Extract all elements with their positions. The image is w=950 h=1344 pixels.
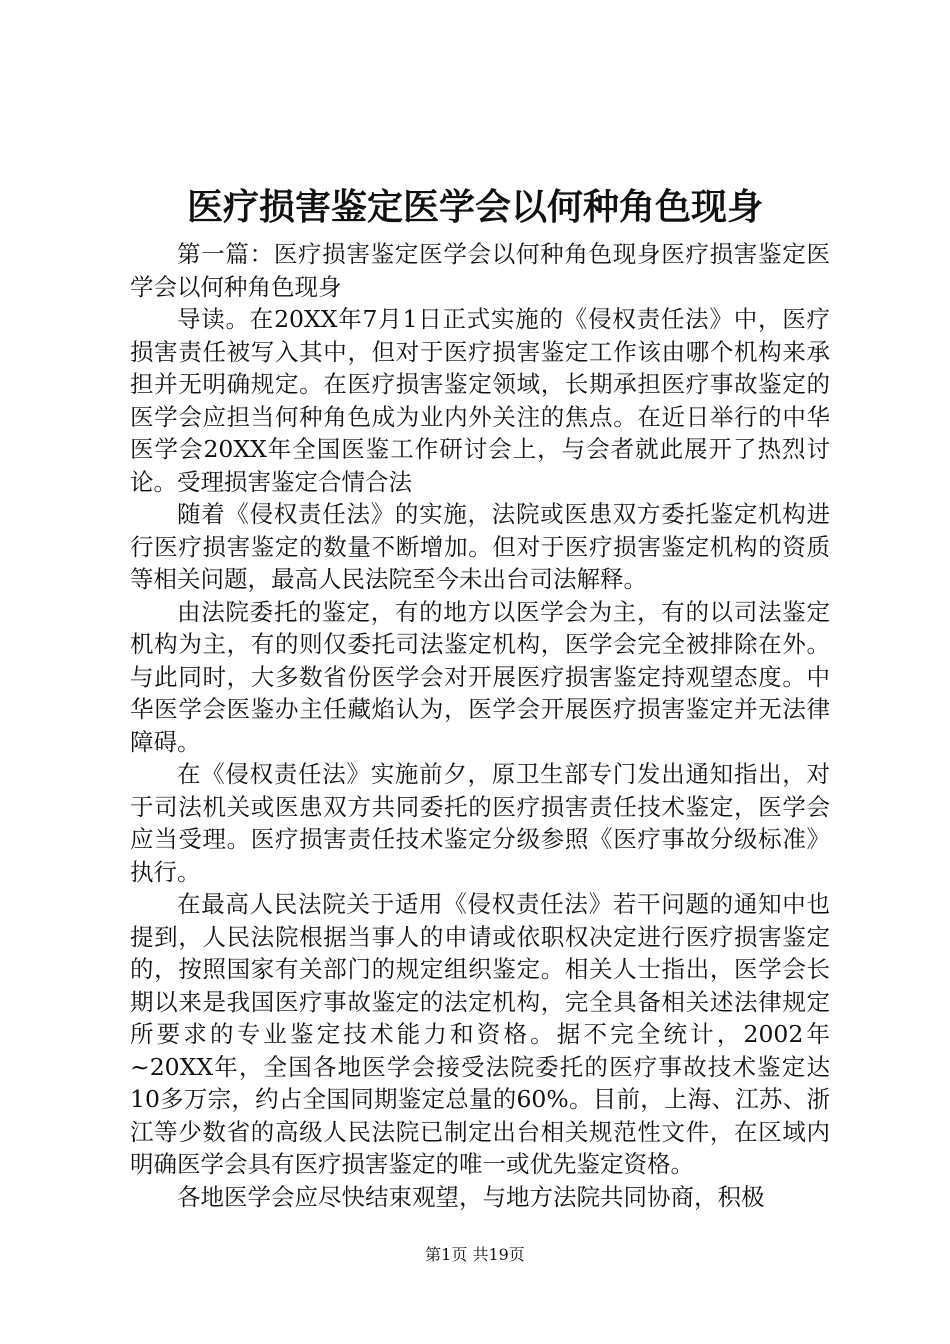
paragraph: 各地医学会应尽快结束观望，与地方法院共同协商，积极 [177,1182,765,1211]
paragraph: 在《侵权责任法》实施前夕，原卫生部专门发出通知指出，对于司法机关或医患双方共同委托的医疗损害责任技术鉴定，医学会应当受理。医疗损害责任技术鉴定分级参照《医疗事故分级标准》执行。 [130,760,830,886]
document-body [130,238,830,1213]
paragraph: 随着《侵权责任法》的实施，法院或医患双方委托鉴定机构进行医疗损害鉴定的数量不断增加。但对于医疗损害鉴定机构的资质等相关问题，最高人民法院至今未出台司法解释。 [130,500,830,593]
paragraph: 由法院委托的鉴定，有的地方以医学会为主，有的以司法鉴定机构为主，有的则仅委托司法鉴定机构，医学会完全被排除在外。与此同时，大多数省份医学会对开展医疗损害鉴定持观望态度。中华医学会医鉴办主任藏焰认为，医学会开展医疗损害鉴定并无法律障碍。 [130,597,830,756]
paragraph: 第一篇：医疗损害鉴定医学会以何种角色现身医疗损害鉴定医学会以何种角色现身 [130,240,830,301]
paragraph: 在最高人民法院关于适用《侵权责任法》若干问题的通知中也提到，人民法院根据当事人的申请或依职权决定进行医疗损害鉴定的，按照国家有关部门的规定组织鉴定。相关人士指出，医学会长期以来是我国医疗事故鉴定的法定机构，完全具备相关述法律规定所要求的专业鉴定技术能力和资格。据不完全统计，2002年~20XX年，全国各地医学会接受法院委托的医疗事故技术鉴定达10多万宗，约占全国同期鉴定总量的60%。目前，上海、江苏、浙江等少数省的高级人民法院已制定出台相关规范性文件，在区域内明确医学会具有医疗损害鉴定的唯一或优先鉴定资格。 [130,890,830,1178]
paragraph: 导读。在20XX年7月1日正式实施的《侵权责任法》中，医疗损害责任被写入其中，但对于医疗损害鉴定工作该由哪个机构来承担并无明确规定。在医疗损害鉴定领域，长期承担医疗事故鉴定的医学会应担当何种角色成为业内外关注的焦点。在近日举行的中华医学会20XX年全国医鉴工作研讨会上，与会者就此展开了热烈讨论。受理损害鉴定合情合法 [130,305,830,496]
document-title: 医疗损害鉴定医学会以何种角色现身 [186,186,763,228]
page-number-footer: 第1页 共19页 [425,1245,525,1264]
